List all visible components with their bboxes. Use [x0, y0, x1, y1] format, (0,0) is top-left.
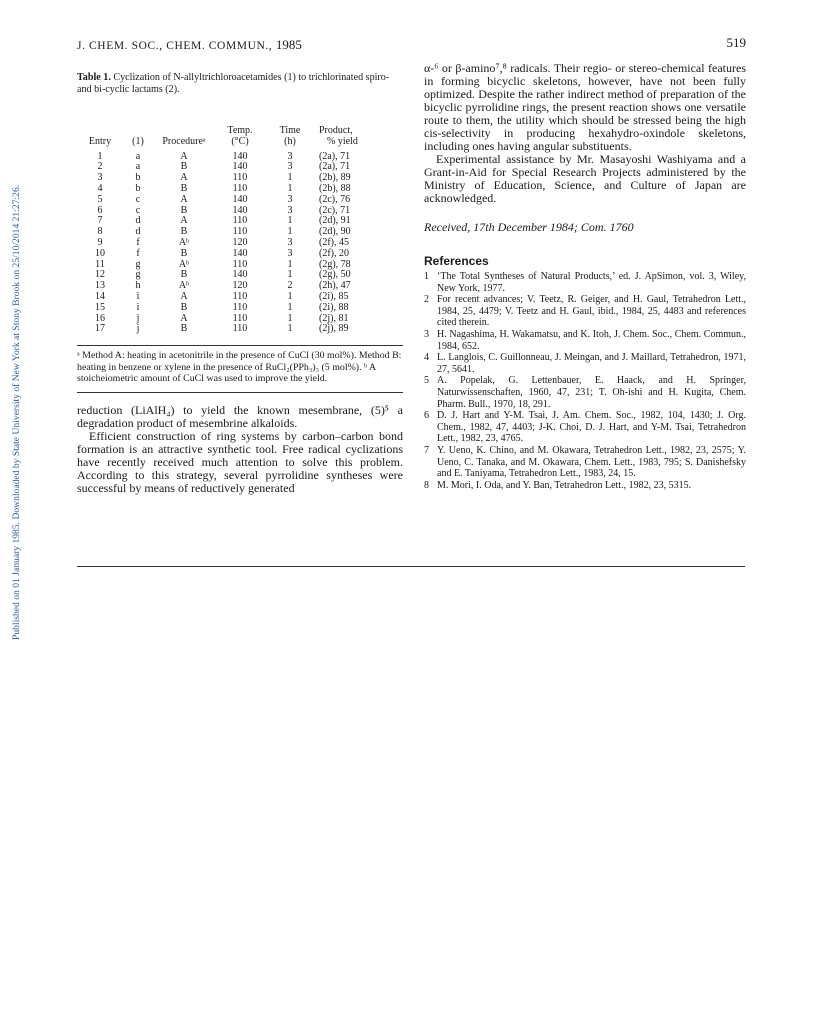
reference-number: 5 — [424, 375, 429, 387]
table-cell-product: (2b), 89 — [319, 172, 351, 184]
table-row — [77, 249, 401, 260]
references-heading: References — [424, 254, 489, 268]
received-date: Received, 17th December 1984; Com. 1760 — [424, 220, 634, 234]
table-cell-entry: 14 — [95, 290, 105, 302]
left-column — [77, 72, 403, 495]
table-cell-entry: 8 — [97, 226, 103, 238]
table-cell-entry: 12 — [95, 269, 105, 281]
table-cell-procedure: Aᵇ — [178, 258, 190, 270]
reference-text: H. Nagashima, H. Wakamatsu, and K. Itoh, J. Chem. Soc., Chem. Commun., 1984, 652. — [437, 328, 746, 352]
table-cell-compound: g — [135, 269, 141, 281]
table-cell-temp: 110 — [232, 226, 248, 238]
table-cell-procedure: Aᵇ — [178, 280, 190, 292]
table-cell-compound: h — [135, 280, 141, 292]
table-cell-procedure: Aᵇ — [178, 236, 190, 248]
reference-item — [424, 294, 746, 329]
table-cell-procedure: A — [180, 290, 188, 302]
reference-text: Y. Ueno, K. Chino, and M. Okawara, Tetrahedron Lett., 1982, 23, 2575; Y. Ueno, C. Tanaka, and M. Okawara, Chem. Lett., 1983, 795; S. Danishefsky and E. Taniyama, Tetrahedron Lett., 1983, 24, 15. — [437, 444, 746, 480]
table-cell-product: (2j), 89 — [319, 323, 349, 335]
reference-text: D. J. Hart and Y-M. Tsai, J. Am. Chem. Soc., 1982, 104, 1430; J. Org. Chem., 1982, 47, 4403; J-K. Choi, D. J. Hart, and Y-M. Tsai, Tetrahedron Lett., 1982, 23, 4765. — [437, 410, 746, 445]
body-paragraph: α-⁶ or β-amino⁷,⁸ radicals. Their regio- or stereo-chemical features in forming bicyclic skeletons, however, have not been fully optimized. Despite the rather indirect method of preparation of the bicyclic pyrrolidine rings, the present reaction shows one versatile route to them, the utility which should be stressed being the high cis-selectivity in producing hexahydro-oxindole skeletons, including ones having angular substituents. — [424, 61, 746, 153]
reference-text: For recent advances; V. Teetz, R. Geiger, and H. Gaul, Tetrahedron Lett., 1984, 25, 4479; V. Teetz and H. Gaul, ibid., 1984, 25, 4483 and references cited therein. — [437, 294, 746, 329]
reference-number: 4 — [424, 352, 429, 364]
table-cell-time: 1 — [287, 182, 293, 194]
download-watermark — [0, 0, 22, 1036]
reference-number: 7 — [424, 444, 429, 456]
table-cell-temp: 140 — [232, 161, 248, 173]
col-header-temp-unit: (°C) — [231, 135, 249, 147]
col-header-product-unit: % yield — [327, 135, 358, 147]
table-cell-procedure: B — [180, 269, 188, 281]
reference-item — [424, 352, 746, 375]
reference-item — [424, 480, 746, 492]
table-cell-temp: 110 — [232, 301, 248, 313]
reference-number: 6 — [424, 410, 429, 422]
reference-text: L. Langlois, C. Guillonneau, J. Meingan, and J. Maillard, Tetrahedron, 1971, 27, 5641. — [437, 352, 746, 375]
reference-item — [424, 410, 746, 445]
table-cell-temp: 120 — [232, 280, 248, 292]
reference-text: A. Popelak, G. Lettenbauer, E. Haack, and H. Springer, Naturwissenschaften, 1960, 47, 231; T. Oh-ishi and H. Kugita, Chem. Pharm. Bull., 1970, 18, 291. — [437, 375, 746, 410]
table-cell-entry: 7 — [97, 215, 103, 227]
table-cell-product: (2a), 71 — [319, 150, 351, 162]
table-cell-procedure: A — [180, 312, 188, 324]
table-cell-time: 1 — [287, 269, 293, 281]
table-cell-compound: d — [135, 226, 141, 238]
table-cell-temp: 140 — [232, 269, 248, 281]
table-cell-product: (2f), 20 — [319, 247, 349, 259]
col-header-entry: Entry — [88, 135, 112, 147]
table-cell-compound: d — [135, 215, 141, 227]
journal-name: J. CHEM. SOC., CHEM. COMMUN., — [77, 40, 273, 52]
table-cell-product: (2a), 71 — [319, 161, 351, 173]
reference-text: M. Mori, I. Oda, and Y. Ban, Tetrahedron Lett., 1982, 23, 5315. — [437, 479, 692, 491]
table-caption — [77, 72, 403, 96]
table-cell-temp: 110 — [232, 215, 248, 227]
table-cell-time: 3 — [287, 247, 293, 259]
table-cell-time: 1 — [287, 172, 293, 184]
table-cell-time: 3 — [287, 204, 293, 216]
table-cell-procedure: A — [180, 215, 188, 227]
right-column — [424, 62, 746, 491]
journal-year: 1985 — [275, 37, 302, 52]
page-bottom-rule — [77, 566, 745, 567]
table-cell-temp: 140 — [232, 193, 248, 205]
table-cell-time: 1 — [287, 215, 293, 227]
col-header-compound: (1) — [132, 135, 144, 147]
table-cell-temp: 140 — [232, 247, 248, 259]
table-caption-text: Cyclization of N-allyltrichloroacetamides (1) to trichlorinated spiro- and bi-cyclic lactams (2). — [77, 72, 390, 95]
col-header-product: Product, — [319, 125, 353, 136]
reference-number: 2 — [424, 294, 429, 306]
table-cell-compound: g — [135, 258, 141, 270]
table-cell-time: 3 — [287, 193, 293, 205]
table-cell-entry: 15 — [95, 301, 105, 313]
table-cell-compound: j — [136, 312, 140, 324]
table-cell-product: (2j), 81 — [319, 312, 349, 324]
table-cell-product: (2g), 78 — [319, 258, 351, 270]
table-cell-entry: 4 — [97, 182, 103, 194]
table-cell-product: (2d), 90 — [319, 226, 351, 238]
table-cell-procedure: B — [180, 161, 188, 173]
table-cell-product: (2i), 85 — [319, 290, 349, 302]
table-cell-time: 1 — [287, 323, 293, 335]
reference-text: ‘The Total Syntheses of Natural Products,’ ed. J. ApSimon, vol. 3, Wiley, New York, 1977. — [437, 271, 746, 294]
table-cell-compound: f — [136, 236, 140, 248]
col-header-procedure: Procedureᵃ — [162, 135, 206, 147]
table-row — [77, 324, 401, 335]
table-cell-temp: 110 — [232, 182, 248, 194]
table-cell-temp: 140 — [232, 204, 248, 216]
table-cell-procedure: A — [180, 193, 188, 205]
table-cell-compound: i — [136, 290, 140, 302]
table-header-row-2 — [77, 137, 401, 148]
table-cell-compound: c — [135, 193, 141, 205]
table-cell-time: 2 — [287, 280, 293, 292]
table-cell-entry: 3 — [97, 172, 103, 184]
table-cell-time: 1 — [287, 301, 293, 313]
table-cell-entry: 13 — [95, 280, 105, 292]
table-cell-compound: c — [135, 204, 141, 216]
table-cell-product: (2d), 91 — [319, 215, 351, 227]
table-body — [77, 152, 401, 336]
table-cell-product: (2f), 45 — [319, 236, 349, 248]
table-cell-procedure: B — [180, 204, 188, 216]
table-cell-compound: b — [135, 182, 141, 194]
reference-item — [424, 445, 746, 480]
table-cell-procedure: A — [180, 150, 188, 162]
table-cell-entry: 17 — [95, 323, 105, 335]
running-header — [77, 37, 302, 53]
table-cell-temp: 110 — [232, 258, 248, 270]
table-cell-time: 3 — [287, 161, 293, 173]
table-cell-entry: 1 — [97, 150, 103, 162]
body-paragraph: reduction (LiAlH₄) to yield the known mesembrane, (5)⁵ a degradation product of mesembrine alkaloids. — [77, 403, 403, 431]
table-cell-temp: 110 — [232, 323, 248, 335]
table-cell-temp: 120 — [232, 236, 248, 248]
table-cell-temp: 110 — [232, 312, 248, 324]
table-cell-compound: f — [136, 247, 140, 259]
references-list — [424, 271, 746, 491]
table-label: Table 1. — [77, 72, 111, 83]
table-cell-time: 3 — [287, 150, 293, 162]
col-header-time: Time — [279, 125, 301, 136]
col-header-time-unit: (h) — [284, 135, 296, 147]
table-cell-compound: i — [136, 301, 140, 313]
table-cell-product: (2c), 76 — [319, 193, 351, 205]
table-cell-time: 1 — [287, 226, 293, 238]
table-cell-product: (2c), 71 — [319, 204, 351, 216]
table-cell-entry: 10 — [95, 247, 105, 259]
table-cell-compound: a — [135, 150, 141, 162]
table-cell-temp: 110 — [232, 290, 248, 302]
table-cell-product: (2g), 50 — [319, 269, 351, 281]
acknowledgement-paragraph: Experimental assistance by Mr. Masayoshi Washiyama and a Grant-in-Aid for Special Research Projects administered by the Ministry of Education, Science, and Culture of Japan are acknowledged. — [424, 152, 746, 205]
table-cell-product: (2b), 88 — [319, 182, 351, 194]
table-cell-compound: a — [135, 161, 141, 173]
table-cell-entry: 11 — [95, 258, 105, 270]
table-footnote: ᵃ Method A: heating in acetonitrile in the presence of CuCl (30 mol%). Method B: heating in benzene or xylene in the presence of RuCl₂(PPh₃)₃ (5 mol%). ᵇ A stoicheiometric amount of CuCl was used to improve the yield. — [77, 350, 402, 384]
table-cell-entry: 6 — [97, 204, 103, 216]
table-cell-product: (2i), 88 — [319, 301, 349, 313]
table-cell-procedure: B — [180, 247, 188, 259]
table-cell-procedure: B — [180, 323, 188, 335]
table-cell-compound: b — [135, 172, 141, 184]
table-cell-time: 1 — [287, 258, 293, 270]
table-cell-procedure: B — [180, 226, 188, 238]
table-cell-entry: 2 — [97, 161, 103, 173]
results-table — [77, 126, 401, 335]
page-number: 519 — [726, 35, 746, 50]
table-row — [77, 195, 401, 206]
table-cell-entry: 16 — [95, 312, 105, 324]
body-paragraph: Efficient construction of ring systems by carbon–carbon bond formation is an attractive synthetic tool. Free radical cyclizations have recently received much attention to solve this problem. According to this strategy, several pyrrolidine syntheses were successful by means of reductively generated — [77, 429, 403, 496]
reference-number: 1 — [424, 271, 429, 282]
reference-item — [424, 329, 746, 352]
reference-number: 3 — [424, 328, 429, 340]
table-row — [77, 303, 401, 314]
table-cell-time: 1 — [287, 312, 293, 324]
reference-number: 8 — [424, 479, 429, 491]
table-cell-temp: 110 — [232, 172, 248, 184]
reference-item — [424, 375, 746, 410]
col-header-temp: Temp. — [227, 125, 253, 136]
table-cell-procedure: B — [180, 182, 188, 194]
table-cell-time: 3 — [287, 236, 293, 248]
table-cell-compound: j — [136, 323, 140, 335]
table-cell-procedure: A — [180, 172, 188, 184]
table-cell-product: (2h), 47 — [319, 280, 351, 292]
table-cell-entry: 9 — [97, 236, 103, 248]
table-cell-procedure: B — [180, 301, 188, 313]
download-watermark-text: Published on 01 January 1985. Downloaded by State University of New York at Stony Brook on 25/10/2014 21:27:26. — [11, 184, 22, 640]
table-rule — [77, 345, 403, 346]
table-cell-time: 1 — [287, 290, 293, 302]
table-cell-entry: 5 — [97, 193, 103, 205]
reference-item — [424, 271, 746, 294]
table-cell-temp: 140 — [232, 150, 248, 162]
